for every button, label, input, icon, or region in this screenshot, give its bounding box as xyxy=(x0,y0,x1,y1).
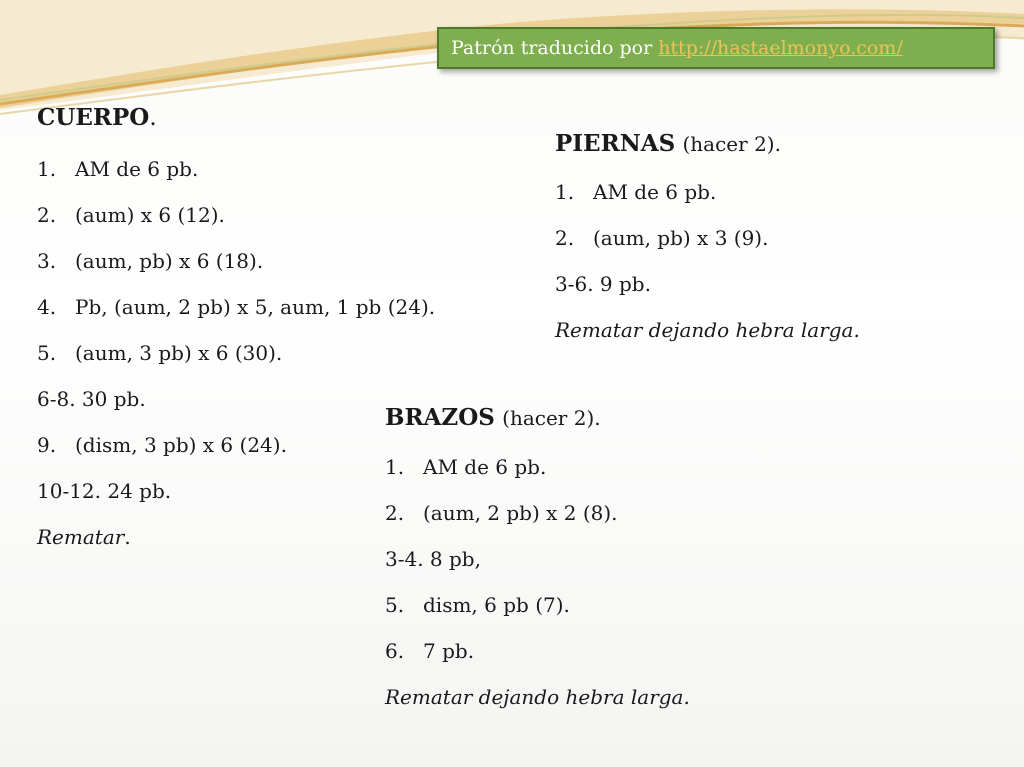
translator-banner xyxy=(437,27,995,69)
list-item: 6-8. 30 pb. xyxy=(37,387,146,411)
finish-note: Rematar dejando hebra larga. xyxy=(385,685,690,709)
list-item: 6. 7 pb. xyxy=(385,639,475,663)
brazos-heading: BRAZOS (hacer 2). xyxy=(385,404,601,431)
list-item: 3. (aum, pb) x 6 (18). xyxy=(37,249,264,273)
banner-text: Patrón traducido por xyxy=(451,37,653,59)
list-item: 2. (aum, pb) x 3 (9). xyxy=(555,226,769,250)
list-item: 2. (aum) x 6 (12). xyxy=(37,203,225,227)
list-item: 2. (aum, 2 pb) x 2 (8). xyxy=(385,501,618,525)
list-item: 4. Pb, (aum, 2 pb) x 5, aum, 1 pb (24). xyxy=(37,295,436,319)
list-item: 5. dism, 6 pb (7). xyxy=(385,593,570,617)
finish-note: Rematar dejando hebra larga. xyxy=(555,318,860,342)
banner-link[interactable]: http://hastaelmonyo.com/ xyxy=(658,37,903,59)
list-item: 3-6. 9 pb. xyxy=(555,272,651,296)
list-item: 1. AM de 6 pb. xyxy=(555,180,717,204)
finish-note: Rematar. xyxy=(37,525,131,549)
list-item: 1. AM de 6 pb. xyxy=(37,157,199,181)
list-item: 1. AM de 6 pb. xyxy=(385,455,547,479)
list-item: 3-4. 8 pb, xyxy=(385,547,481,571)
list-item: 5. (aum, 3 pb) x 6 (30). xyxy=(37,341,283,365)
cuerpo-heading: CUERPO. xyxy=(37,104,157,131)
piernas-heading: PIERNAS (hacer 2). xyxy=(555,130,781,157)
list-item: 10-12. 24 pb. xyxy=(37,479,172,503)
list-item: 9. (dism, 3 pb) x 6 (24). xyxy=(37,433,287,457)
